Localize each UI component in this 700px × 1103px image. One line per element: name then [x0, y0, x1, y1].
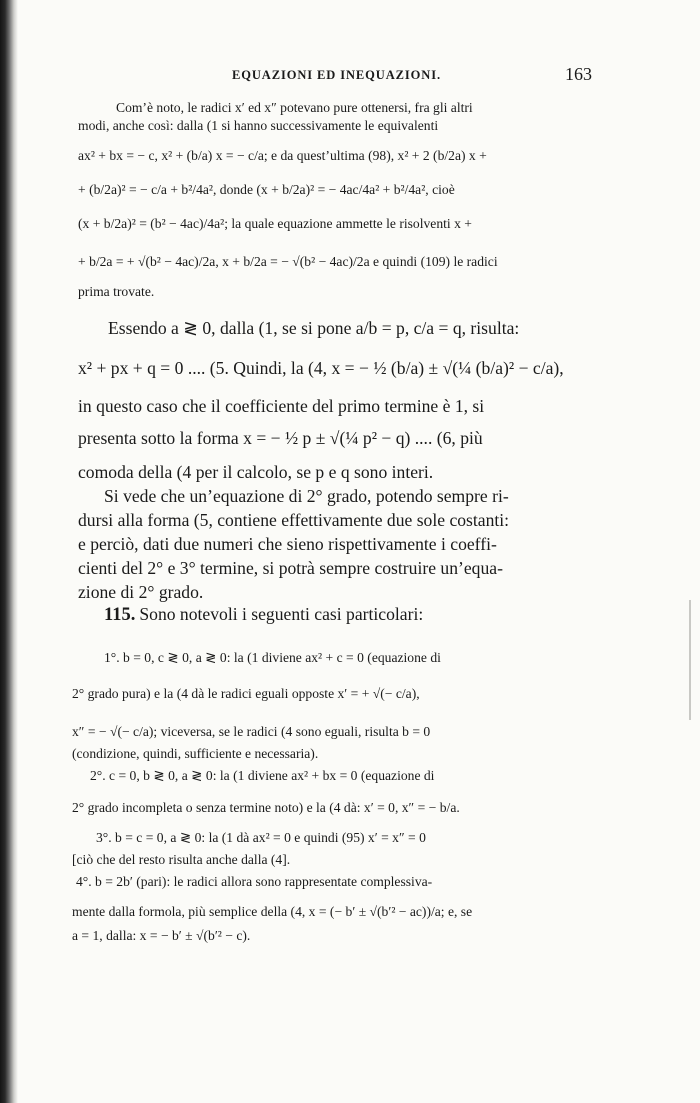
- text-line: zione di 2° grado.: [78, 582, 204, 602]
- text-line: (condizione, quindi, sufficiente e necessaria).: [72, 746, 319, 761]
- formula-line: + b/2a = + √(b² − 4ac)/2a, x + b/2a = − √(b² − 4ac)/2a e quindi (109) le radici: [78, 254, 498, 269]
- page-header: [232, 64, 592, 90]
- formula-line: presenta sotto la forma x = − ½ p ± √(¼ p² − q) .... (6, più: [78, 428, 483, 448]
- formula-line: + (b/2a)² = − c/a + b²/4a², donde (x + b/2a)² = − 4ac/4a² + b²/4a², cioè: [78, 182, 455, 197]
- formula-line: (x + b/2a)² = (b² − 4ac)/4a²; la quale equazione ammette le risolventi x +: [78, 216, 472, 231]
- text-line: e perciò, dati due numeri che sieno rispettivamente i coeffi-: [78, 534, 497, 554]
- text-line: modi, anche così: dalla (1 si hanno successivamente le equivalenti: [78, 118, 439, 133]
- scan-speckle: [689, 600, 691, 720]
- list-item-case-3: 3°. b = c = 0, a ≷ 0: la (1 dà ax² = 0 e quindi (95) x′ = x″ = 0: [96, 830, 426, 845]
- paragraph-normal-form: [78, 318, 592, 602]
- text-line: dursi alla forma (5, contiene effettivamente due sole costanti:: [78, 510, 510, 530]
- text-line: 2° grado pura) e la (4 dà le radici eguali opposte x′ = + √(− c/a),: [72, 686, 420, 701]
- paragraph-alternative-derivation: [78, 96, 592, 306]
- text-line: a = 1, dalla: x = − b′ ± √(b′² − c).: [72, 928, 251, 943]
- text-line: cienti del 2° e 3° termine, si potrà sempre costruire un’equa-: [78, 558, 503, 578]
- page-number: 163: [565, 64, 592, 84]
- special-cases-list: [72, 644, 592, 944]
- text-line: x″ = − √(− c/a); viceversa, se le radici (4 sono eguali, risulta b = 0: [72, 724, 431, 739]
- list-item-case-1: 1°. b = 0, c ≷ 0, a ≷ 0: la (1 diviene ax² + c = 0 (equazione di: [104, 650, 441, 665]
- text-line: prima trovate.: [78, 284, 155, 299]
- text-line: [ciò che del resto risulta anche dalla (4].: [72, 852, 291, 867]
- text-line: 2° grado incompleta o senza termine noto) e la (4 dà: x′ = 0, x″ = − b/a.: [72, 800, 460, 815]
- text-line: Si vede che un’equazione di 2° grado, potendo sempre ri-: [104, 486, 509, 506]
- formula-line: x² + px + q = 0 .... (5. Quindi, la (4, x = − ½ (b/a) ± √(¼ (b/a)² − c/a),: [78, 358, 564, 378]
- section-heading: [104, 604, 592, 632]
- section-title: Sono notevoli i seguenti casi particolari:: [139, 604, 424, 624]
- section-number: 115.: [104, 605, 136, 625]
- formula-line: ax² + bx = − c, x² + (b/a) x = − c/a; e da quest’ultima (98), x² + 2 (b/2a) x +: [78, 148, 487, 163]
- scan-binding-edge: [0, 0, 18, 1103]
- text-line: comoda della (4 per il calcolo, se p e q sono interi.: [78, 462, 434, 482]
- text-line: mente dalla formola, più semplice della (4, x = (− b′ ± √(b′² − ac))/a; e, se: [72, 904, 473, 919]
- text-line: Com’è noto, le radici x′ ed x″ potevano pure ottenersi, fra gli altri: [116, 100, 473, 115]
- list-item-case-4: 4°. b = 2b′ (pari): le radici allora sono rappresentate complessiva-: [76, 874, 433, 889]
- text-line: Essendo a ≷ 0, dalla (1, se si pone a/b = p, c/a = q, risulta:: [108, 318, 520, 338]
- text-line: in questo caso che il coefficiente del primo termine è 1, si: [78, 396, 485, 416]
- running-title: EQUAZIONI ED INEQUAZIONI.: [232, 68, 441, 82]
- list-item-case-2: 2°. c = 0, b ≷ 0, a ≷ 0: la (1 diviene ax² + bx = 0 (equazione di: [90, 768, 435, 783]
